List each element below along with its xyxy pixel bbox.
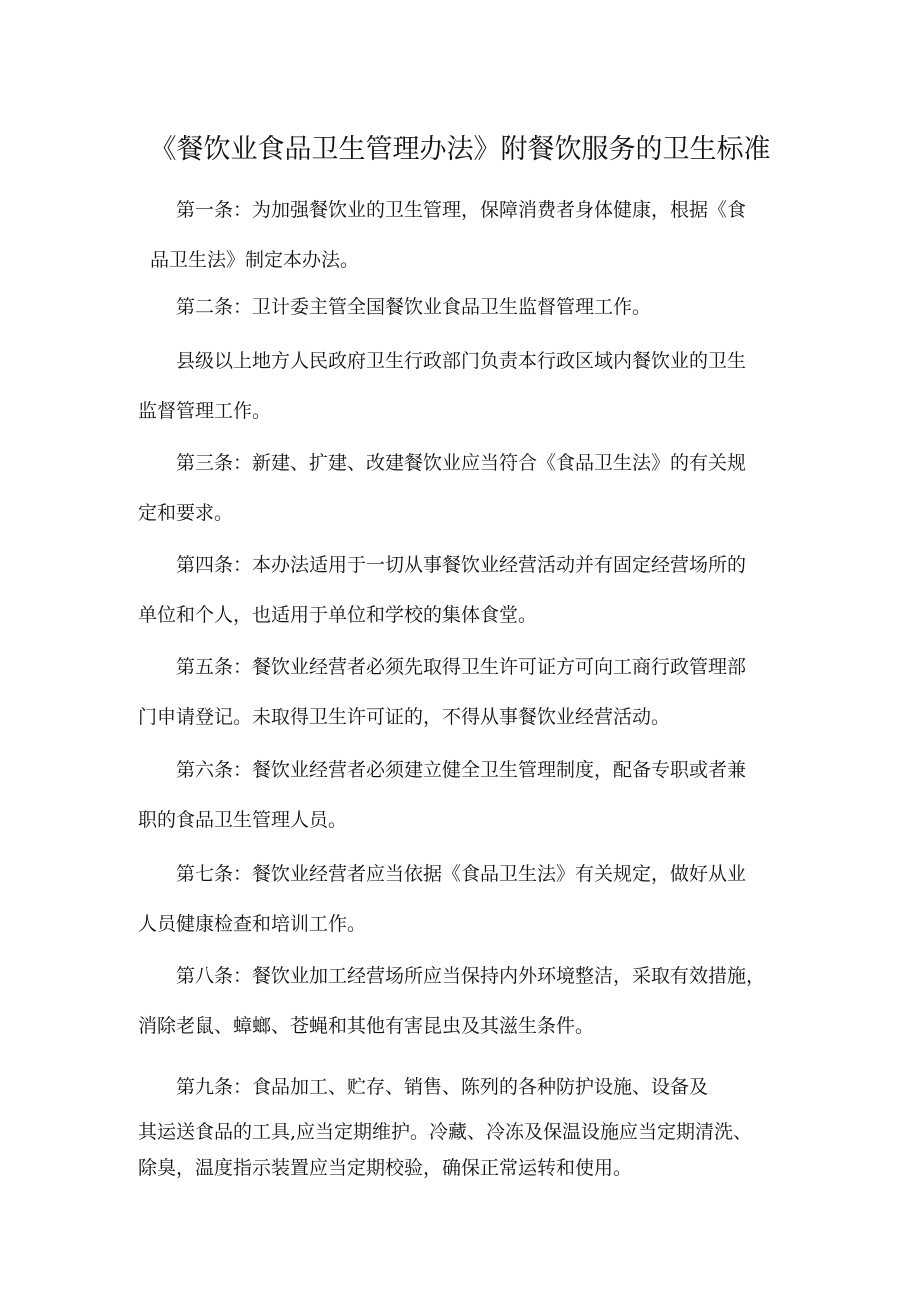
- article-4-line-1: 第四条：本办法适用于一切从事餐饮业经营活动并有固定经营场所的: [176, 554, 747, 576]
- article-8-line-2: 消除老鼠、蟑螂、苍蝇和其他有害昆虫及其滋生条件。: [138, 1015, 595, 1037]
- article-9: [138, 1062, 792, 1186]
- article-7: [138, 849, 792, 949]
- document-title: 《餐饮业食品卫生管理办法》附餐饮服务的卫生标准: [149, 134, 771, 165]
- article-7-line-2: 人员健康检查和培训工作。: [138, 913, 367, 935]
- article-9-line-3: 除臭，温度指示装置应当定期校验，确保正常运转和使用。: [138, 1157, 633, 1179]
- article-3-line-1: 第三条：新建、扩建、改建餐饮业应当符合《食品卫生法》的有关规: [176, 452, 747, 474]
- article-3: [138, 438, 792, 538]
- article-6-line-1: 第六条：餐饮业经营者必须建立健全卫生管理制度，配备专职或者兼: [176, 759, 747, 781]
- article-6-line-2: 职的食品卫生管理人员。: [138, 809, 348, 831]
- article-2-paragraph-2-line-2: 监督管理工作。: [138, 400, 272, 422]
- article-1: [138, 185, 792, 285]
- article-3-line-2: 定和要求。: [138, 502, 234, 524]
- article-1-line-2: 品卫生法》制定本办法。: [150, 249, 360, 271]
- article-5-line-2: 门申请登记。未取得卫生许可证的，不得从事餐饮业经营活动。: [138, 706, 671, 728]
- article-8-line-1: 第八条：餐饮业加工经营场所应当保持内外环境整洁，采取有效措施，: [176, 965, 766, 987]
- article-6: [138, 745, 792, 845]
- article-7-line-1: 第七条：餐饮业经营者应当依据《食品卫生法》有关规定，做好从业: [176, 863, 747, 885]
- article-9-line-1: 第九条：食品加工、贮存、销售、陈列的各种防护设施、设备及: [176, 1076, 709, 1098]
- article-2-line-1: 第二条：卫计委主管全国餐饮业食品卫生监督管理工作。: [176, 296, 652, 318]
- article-2-paragraph-2-line-1: 县级以上地方人民政府卫生行政部门负责本行政区域内餐饮业的卫生: [176, 350, 747, 372]
- article-2-paragraph-2: [138, 336, 792, 436]
- article-1-line-1: 第一条：为加强餐饮业的卫生管理，保障消费者身体健康，根据《食: [176, 199, 747, 221]
- article-9-line-2: 其运送食品的工具,应当定期维护。冷藏、冷冻及保温设施应当定期清洗、: [138, 1121, 753, 1143]
- article-5: [138, 642, 792, 742]
- article-5-line-1: 第五条：餐饮业经营者必须先取得卫生许可证方可向工商行政管理部: [176, 656, 747, 678]
- article-2: [138, 282, 792, 332]
- article-4: [138, 540, 792, 640]
- article-4-line-2: 单位和个人，也适用于单位和学校的集体食堂。: [138, 604, 538, 626]
- article-8: [138, 951, 792, 1051]
